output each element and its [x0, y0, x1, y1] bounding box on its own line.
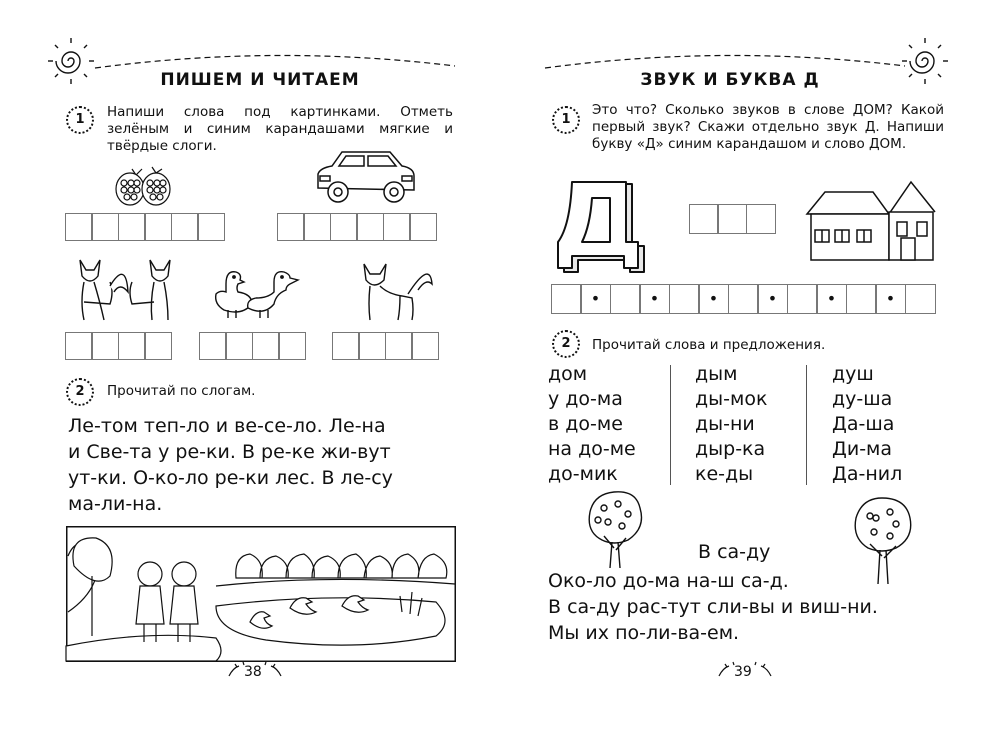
task-instruction: Прочитай слова и предложения.	[592, 337, 826, 353]
answer-cells-fox[interactable]	[333, 332, 439, 360]
reading-line: Ле-том теп-ло и ве-се-ло. Ле-на	[68, 415, 386, 437]
answer-cells-foxes[interactable]	[66, 332, 172, 360]
page-title: ПИШЕМ И ЧИТАЕМ	[160, 70, 360, 90]
task-instruction: Прочитай по слогам.	[107, 383, 256, 399]
word: ду-ша	[832, 388, 893, 410]
park-scene-picture	[66, 526, 456, 662]
word: дым	[695, 363, 738, 385]
word: Да-нил	[832, 463, 903, 485]
answer-cells-raspberry[interactable]	[66, 213, 225, 241]
story-title: В са-ду	[698, 541, 771, 563]
house-picture	[805, 176, 939, 262]
word: Ди-ма	[832, 438, 893, 460]
word: до-мик	[548, 463, 618, 485]
answer-cells-car[interactable]	[278, 213, 437, 241]
ducks-picture	[212, 264, 302, 320]
reading-line: ут-ки. О-ко-ло ре-ки лес. В ле-су	[68, 467, 393, 489]
task-number-badge: 1	[66, 106, 94, 134]
story-line: В са-ду рас-тут сли-вы и виш-ни.	[548, 596, 878, 618]
answer-cells-ducks[interactable]	[200, 332, 306, 360]
task-number-badge: 1	[552, 106, 580, 134]
word-column-3	[832, 362, 902, 487]
answer-cells-dom[interactable]	[690, 204, 776, 234]
word: дом	[548, 363, 588, 385]
word: ды-мок	[695, 388, 768, 410]
plum-tree-picture	[584, 488, 646, 570]
writing-practice-cells[interactable]: • • • • • •	[552, 284, 936, 314]
story-text	[548, 568, 968, 646]
word-column-2	[695, 362, 767, 487]
right-page	[500, 0, 1000, 733]
story-line: Око-ло до-ма на-ш са-д.	[548, 570, 789, 592]
task-instruction: Это что? Сколько звуков в слове ДОМ? Какой первый звук? Скажи отдельно звук Д. Напиши букву «Д» синим карандашом и слово ДОМ.	[592, 102, 944, 152]
sun-swirl-icon	[902, 38, 948, 84]
column-divider	[670, 365, 671, 485]
word: в до-ме	[548, 413, 623, 435]
car-picture	[312, 148, 420, 208]
word: ке-ды	[695, 463, 754, 485]
word: душ	[832, 363, 874, 385]
fox-picture	[360, 254, 436, 324]
task-number-badge: 2	[66, 378, 94, 406]
two-foxes-picture	[70, 252, 180, 324]
word: дыр-ка	[695, 438, 766, 460]
reading-line: ма-ли-на.	[68, 493, 163, 515]
page-number: 39	[734, 664, 752, 680]
big-letter-picture	[556, 180, 660, 276]
word: на до-ме	[548, 438, 636, 460]
reading-text	[68, 413, 458, 517]
word: ды-ни	[695, 413, 755, 435]
task-number-badge: 2	[552, 330, 580, 358]
word: Да-ша	[832, 413, 895, 435]
task-instruction: Напиши слова под картинками. Отметь зелёным и синим карандашами мягкие и твёрдые слоги.	[107, 104, 453, 154]
reading-line: и Све-та у ре-ки. В ре-ке жи-вут	[68, 441, 391, 463]
word-column-1	[548, 362, 636, 487]
page-number: 38	[244, 664, 262, 680]
sun-swirl-icon	[48, 38, 94, 84]
story-line: Мы их по-ли-ва-ем.	[548, 622, 740, 644]
column-divider	[806, 365, 807, 485]
word: у до-ма	[548, 388, 623, 410]
raspberries-picture	[112, 165, 178, 209]
page-title: ЗВУК И БУКВА Д	[640, 70, 820, 90]
